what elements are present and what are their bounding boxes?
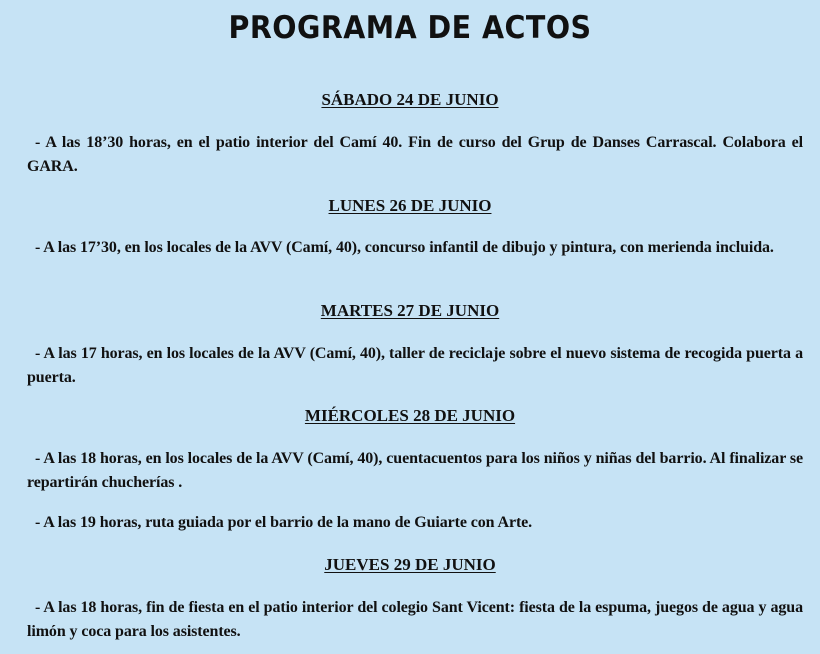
event-wednesday-2: - A las 19 horas, ruta guiada por el barrio de la mano de Guiarte con Arte.: [35, 514, 533, 531]
event-saturday-1: - A las 18’30 horas, en el patio interior del Camí 40. Fin de curso del Grup de Danses Carrascal. Colabora el GARA.: [27, 134, 803, 175]
day-heading-thursday: JUEVES 29 DE JUNIO: [324, 555, 496, 574]
event-thursday-1: - A las 18 horas, fin de fiesta en el patio interior del colegio Sant Vicent: fiesta de la espuma, juegos de agua y agua limón y coca para los asistentes.: [27, 599, 803, 640]
day-heading-wednesday: MIÉRCOLES 28 DE JUNIO: [304, 406, 516, 425]
event-wednesday-1: - A las 18 horas, en los locales de la AVV (Camí, 40), cuentacuentos para los niños y niñas del barrio. Al finalizar se repartirán chucherías .: [27, 450, 803, 491]
event-tuesday-1: - A las 17 horas, en los locales de la AVV (Camí, 40), taller de reciclaje sobre el nuevo sistema de recogida puerta a puerta.: [27, 345, 803, 386]
event-monday-1: - A las 17’30, en los locales de la AVV (Camí, 40), concurso infantil de dibujo y pintura, con merienda incluida.: [35, 239, 774, 256]
day-heading-saturday: SÁBADO 24 DE JUNIO: [321, 90, 499, 109]
day-heading-monday: LUNES 26 DE JUNIO: [328, 196, 492, 215]
day-heading-tuesday: MARTES 27 DE JUNIO: [320, 301, 500, 320]
page-title: PROGRAMA DE ACTOS: [228, 10, 592, 46]
